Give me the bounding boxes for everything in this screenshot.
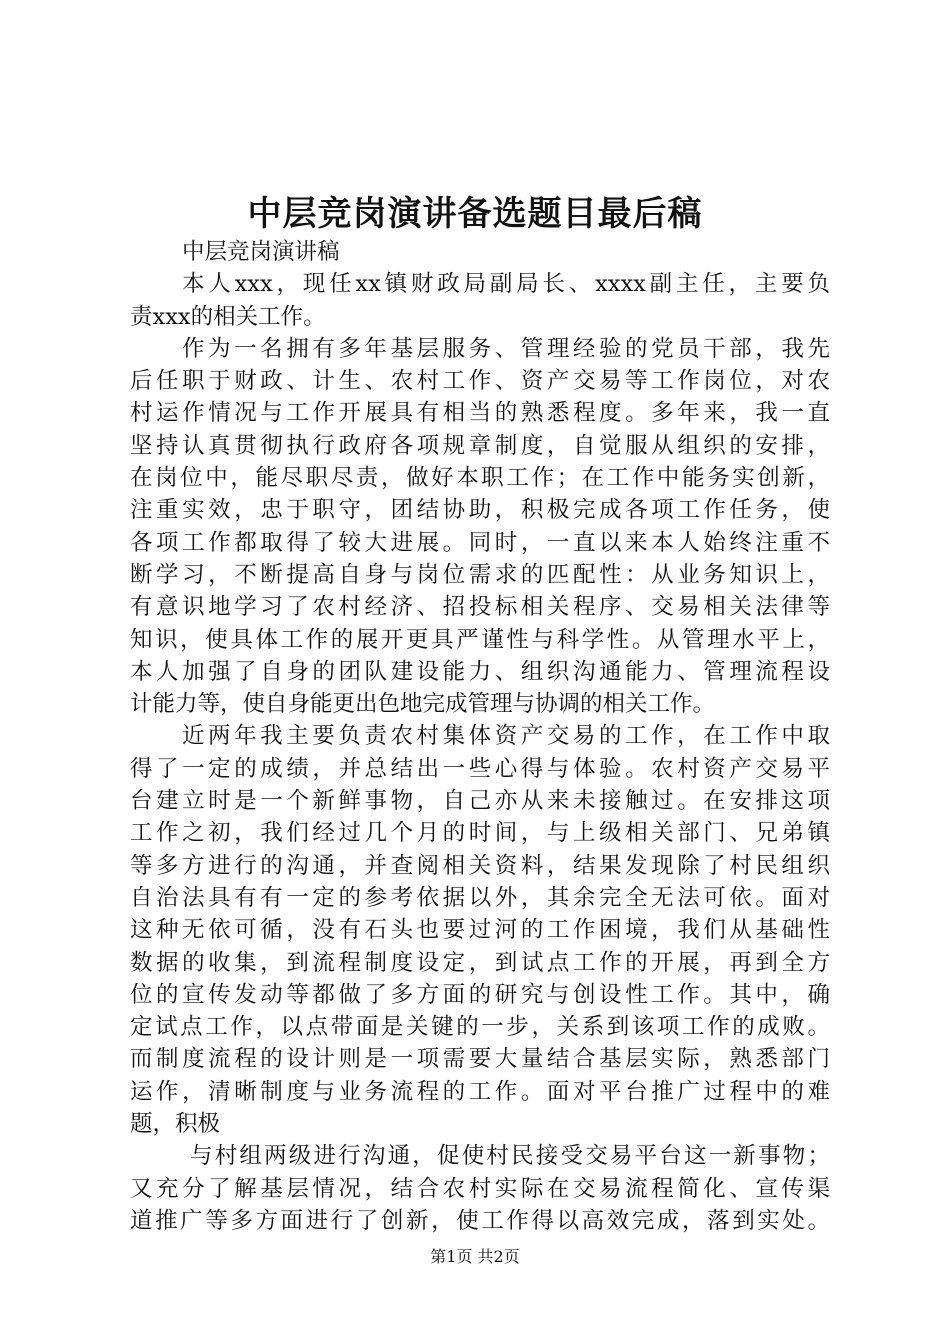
- paragraph-line: 计能力等，使自身能更出色地完成管理与协调的相关工作。: [130, 691, 716, 718]
- paragraph-line: 责xxx的相关工作。: [130, 303, 326, 330]
- paragraph-line: 台建立时是一个新鲜事物，自己亦从来未接触过。在安排这项: [130, 788, 830, 815]
- subtitle-line: 中层竞岗演讲稿: [182, 239, 340, 265]
- paragraph-line: 定试点工作，以点带面是关键的一步，关系到该项工作的成败。: [130, 1014, 830, 1041]
- paragraph-line: 等多方进行的沟通，并查阅相关资料，结果发现除了村民组织: [130, 852, 830, 879]
- paragraph-line: 村运作情况与工作开展具有相当的熟悉程度。多年来，我一直: [130, 400, 830, 427]
- paragraph-line: 这种无依可循，没有石头也要过河的工作困境，我们从基础性: [130, 917, 830, 944]
- paragraph-line: 自治法具有有一定的参考依据以外，其余完全无法可依。面对: [130, 884, 830, 911]
- paragraph-line: 位的宣传发动等都做了多方面的研究与创设性工作。其中，确: [130, 981, 830, 1008]
- paragraph-line: 作为一名拥有多年基层服务、管理经验的党员干部，我先: [182, 335, 830, 362]
- paragraph-line: 数据的收集，到流程制度设定，到试点工作的开展，再到全方: [130, 949, 830, 976]
- paragraph-line: 注重实效，忠于职守，团结协助，积极完成各项工作任务，使: [130, 497, 830, 524]
- paragraph-line: 本人xxx，现任xx镇财政局副局长、xxxx副主任，主要负: [182, 271, 830, 298]
- paragraph-line: 在岗位中，能尽职尽责，做好本职工作；在工作中能务实创新，: [130, 465, 830, 492]
- paragraph-line: 各项工作都取得了较大进展。同时，一直以来本人始终注重不: [130, 529, 830, 556]
- paragraph-line: 而制度流程的设计则是一项需要大量结合基层实际，熟悉部门: [130, 1046, 830, 1073]
- document-title: 中层竞岗演讲备选题目最后稿: [247, 194, 703, 234]
- paragraph-line: 后任职于财政、计生、农村工作、资产交易等工作岗位，对农: [130, 368, 830, 395]
- document-body: [130, 236, 830, 1237]
- paragraph-line: 知识，使具体工作的展开更具严谨性与科学性。从管理水平上，: [130, 626, 830, 653]
- paragraph-line: 得了一定的成绩，并总结出一些心得与体验。农村资产交易平: [130, 755, 830, 782]
- paragraph-line: 道推广等多方面进行了创新，使工作得以高效完成，落到实处。: [130, 1207, 830, 1234]
- paragraph-line: 题，积极: [130, 1111, 221, 1138]
- paragraph-line: 断学习，不断提高自身与岗位需求的匹配性：从业务知识上，: [130, 561, 830, 588]
- paragraph-line: 近两年我主要负责农村集体资产交易的工作，在工作中取: [182, 723, 830, 750]
- paragraph-line: 坚持认真贯彻执行政府各项规章制度，自觉服从组织的安排，: [130, 432, 830, 459]
- paragraph-line: 有意识地学习了农村经济、招投标相关程序、交易相关法律等: [130, 594, 830, 621]
- paragraph-line: 又充分了解基层情况，结合农村实际在交易流程简化、宣传渠: [130, 1175, 830, 1202]
- paragraph-line: 与村组两级进行沟通，促使村民接受交易平台这一新事物；: [190, 1143, 830, 1170]
- page-footer: 第1页 共2页: [430, 1247, 520, 1266]
- paragraph-line: 运作，清晰制度与业务流程的工作。面对平台推广过程中的难: [130, 1078, 830, 1105]
- paragraph-line: 工作之初，我们经过几个月的时间，与上级相关部门、兄弟镇: [130, 820, 830, 847]
- paragraph-line: 本人加强了自身的团队建设能力、组织沟通能力、管理流程设: [130, 658, 830, 685]
